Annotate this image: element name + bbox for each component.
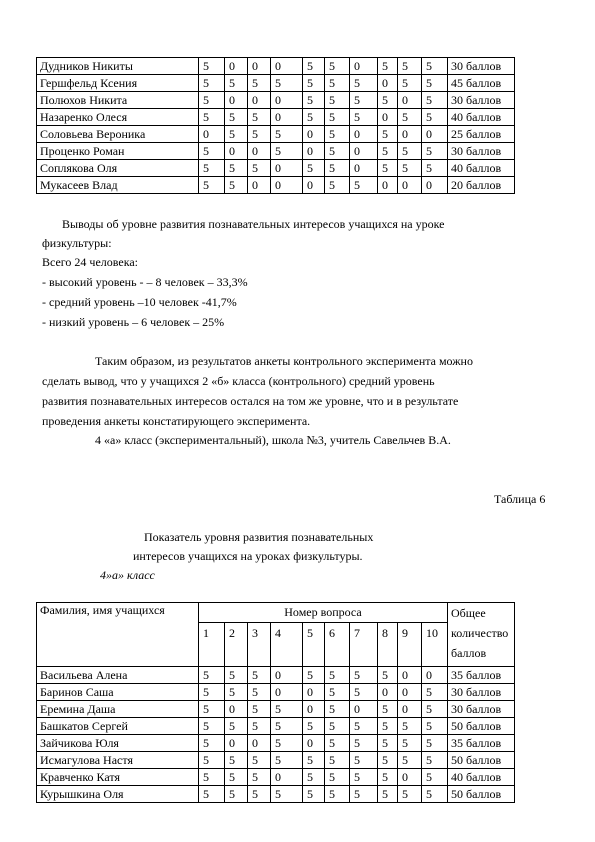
score-cell: 5 [248,684,271,701]
score-cell: 5 [398,718,422,735]
score-cell: 5 [325,109,350,126]
student-name: Кравченко Катя [37,769,199,786]
paragraph-line-3: развития познавательных интересов остался на том же уровне, что и в результате [42,394,459,408]
score-cell: 5 [422,75,448,92]
student-name: Баринов Саша [37,684,199,701]
table-row [37,684,515,701]
question-number: 7 [350,623,378,667]
score-cell: 0 [378,684,398,701]
score-cell: 5 [248,667,271,684]
score-cell: 5 [199,177,225,194]
question-number: 4 [271,623,303,667]
caption-class: 4»а» класс [100,568,155,582]
header-total [448,603,515,667]
score-cell: 5 [199,92,225,109]
score-cell: 5 [350,718,378,735]
paragraph-line-4: проведения анкеты констатирующего эксперимента. [42,414,311,428]
score-cell: 0 [303,701,325,718]
score-cell: 5 [398,109,422,126]
score-cell: 5 [325,92,350,109]
score-cell: 0 [350,58,378,75]
score-cell: 5 [422,143,448,160]
student-name: Зайчикова Юля [37,735,199,752]
score-cell: 0 [271,160,303,177]
score-cell: 5 [325,143,350,160]
score-cell: 5 [225,786,248,803]
score-cell: 5 [271,786,303,803]
total-score: 30 баллов [448,684,515,701]
score-cell: 0 [398,177,422,194]
total-score: 40 баллов [448,160,515,177]
score-cell: 5 [378,143,398,160]
score-cell: 0 [248,58,271,75]
question-number: 10 [422,623,448,667]
score-cell: 5 [325,126,350,143]
total-score: 30 баллов [448,92,515,109]
table-row [37,75,515,92]
score-cell: 5 [378,58,398,75]
score-cell: 5 [325,735,350,752]
score-cell: 5 [378,667,398,684]
caption-line-2: интересов учащихся на уроках физкультуры. [133,549,363,563]
score-cell: 0 [422,126,448,143]
score-cell: 5 [325,177,350,194]
total-score: 35 баллов [448,735,515,752]
score-cell: 0 [225,92,248,109]
score-cell: 5 [225,160,248,177]
score-cell: 5 [325,786,350,803]
score-cell: 0 [271,109,303,126]
score-cell: 5 [303,75,325,92]
score-cell: 5 [325,769,350,786]
table-row [37,752,515,769]
score-cell: 5 [325,667,350,684]
student-name: Соплякова Оля [37,160,199,177]
score-cell: 0 [225,58,248,75]
student-name: Курышкина Оля [37,786,199,803]
score-cell: 5 [398,160,422,177]
score-cell: 5 [248,126,271,143]
score-cell: 5 [422,752,448,769]
score-cell: 5 [378,786,398,803]
score-cell: 5 [271,143,303,160]
score-cell: 5 [422,109,448,126]
score-cell: 5 [422,160,448,177]
score-cell: 5 [325,701,350,718]
score-cell: 5 [199,684,225,701]
total-score: 50 баллов [448,786,515,803]
score-cell: 0 [378,75,398,92]
total-score: 25 баллов [448,126,515,143]
score-cell: 0 [225,143,248,160]
table-row [37,667,515,684]
score-cell: 5 [271,126,303,143]
student-name: Васильева Алена [37,667,199,684]
score-cell: 0 [271,177,303,194]
table-row [37,126,515,143]
total-score: 30 баллов [448,58,515,75]
score-cell: 5 [350,769,378,786]
student-name: Соловьева Вероника [37,126,199,143]
level-low: - низкий уровень – 6 человек – 25% [42,315,225,329]
total-score: 40 баллов [448,769,515,786]
score-cell: 5 [271,718,303,735]
score-cell: 5 [325,752,350,769]
score-cell: 5 [325,684,350,701]
table-row [37,701,515,718]
score-cell: 5 [422,58,448,75]
table-row [37,177,515,194]
score-cell: 5 [225,718,248,735]
score-cell: 5 [350,786,378,803]
score-cell: 0 [422,667,448,684]
score-cell: 0 [422,177,448,194]
score-cell: 5 [350,109,378,126]
score-cell: 5 [303,667,325,684]
score-cell: 5 [271,752,303,769]
total-score: 30 баллов [448,143,515,160]
score-cell: 5 [350,75,378,92]
score-cell: 5 [378,735,398,752]
total-score: 30 баллов [448,701,515,718]
score-cell: 0 [248,143,271,160]
total-score: 40 баллов [448,109,515,126]
score-cell: 0 [398,684,422,701]
table-label: Таблица 6 [494,492,546,506]
score-cell: 5 [350,752,378,769]
score-cell: 0 [225,701,248,718]
score-cell: 5 [199,667,225,684]
score-cell: 5 [199,58,225,75]
question-number: 5 [303,623,325,667]
score-cell: 5 [398,75,422,92]
score-cell: 5 [303,786,325,803]
score-cell: 5 [325,718,350,735]
score-cell: 0 [248,92,271,109]
score-cell: 5 [325,58,350,75]
question-number: 9 [398,623,422,667]
score-cell: 0 [303,143,325,160]
score-cell: 5 [225,752,248,769]
score-cell: 5 [248,160,271,177]
scores-table-bottom [36,602,515,803]
student-name: Проценко Роман [37,143,199,160]
score-cell: 5 [350,684,378,701]
score-cell: 5 [325,160,350,177]
student-name: Гершфельд Ксения [37,75,199,92]
total-score: 35 баллов [448,667,515,684]
score-cell: 0 [378,109,398,126]
score-cell: 0 [303,126,325,143]
caption-line-1: Показатель уровня развития познавательных [144,530,374,544]
question-number: 1 [199,623,225,667]
score-cell: 0 [271,92,303,109]
score-cell: 0 [350,126,378,143]
score-cell: 5 [378,718,398,735]
paragraph-line-2: сделать вывод, что у учащихся 2 «б» класса (контрольного) средний уровень [42,374,435,388]
score-cell: 5 [398,752,422,769]
score-cell: 5 [303,752,325,769]
table-row [37,769,515,786]
student-name: Мукасеев Влад [37,177,199,194]
scores-table-top [36,57,515,194]
header-total-line-1: Общее [451,606,486,620]
question-number: 2 [225,623,248,667]
score-cell: 0 [248,177,271,194]
score-cell: 5 [303,92,325,109]
score-cell: 5 [199,769,225,786]
score-cell: 0 [303,735,325,752]
score-cell: 5 [350,92,378,109]
score-cell: 5 [325,75,350,92]
score-cell: 5 [303,718,325,735]
score-cell: 0 [398,667,422,684]
score-cell: 5 [378,160,398,177]
paragraph-line-5: 4 «а» класс (экспериментальный), школа №3, учитель Савельчев В.А. [95,433,451,447]
total-score: 50 баллов [448,752,515,769]
score-cell: 5 [398,58,422,75]
score-cell: 5 [398,143,422,160]
score-cell: 5 [378,769,398,786]
score-cell: 5 [225,177,248,194]
header-question-number: Номер вопроса [199,603,448,623]
student-name: Исмагулова Настя [37,752,199,769]
table-row [37,735,515,752]
level-medium: - средний уровень –10 человек -41,7% [42,295,237,309]
conclusions-total: Всего 24 человека: [42,255,139,269]
score-cell: 5 [248,786,271,803]
score-cell: 5 [378,752,398,769]
score-cell: 5 [199,160,225,177]
score-cell: 5 [398,735,422,752]
score-cell: 5 [225,75,248,92]
score-cell: 5 [422,701,448,718]
score-cell: 5 [422,684,448,701]
score-cell: 0 [350,143,378,160]
table-header-row [37,603,515,623]
score-cell: 0 [398,126,422,143]
level-high: - высокий уровень - – 8 человек – 33,3% [42,275,248,289]
score-cell: 5 [422,786,448,803]
score-cell: 5 [199,735,225,752]
table-row [37,109,515,126]
score-cell: 5 [225,126,248,143]
score-cell: 5 [248,75,271,92]
score-cell: 5 [271,75,303,92]
conclusions-heading-cont: физкультуры: [42,236,112,250]
total-score: 50 баллов [448,718,515,735]
score-cell: 5 [199,718,225,735]
score-cell: 5 [422,718,448,735]
score-cell: 0 [303,177,325,194]
score-cell: 5 [248,752,271,769]
score-cell: 5 [378,92,398,109]
score-cell: 5 [422,92,448,109]
table-row [37,143,515,160]
student-name: Башкатов Сергей [37,718,199,735]
score-cell: 5 [303,109,325,126]
table-row [37,786,515,803]
score-cell: 0 [303,684,325,701]
score-cell: 5 [248,109,271,126]
score-cell: 0 [350,701,378,718]
score-cell: 0 [271,684,303,701]
score-cell: 5 [303,58,325,75]
score-cell: 0 [398,92,422,109]
score-cell: 0 [271,58,303,75]
score-cell: 5 [248,718,271,735]
student-name: Дудников Никиты [37,58,199,75]
score-cell: 5 [199,75,225,92]
score-cell: 0 [248,735,271,752]
score-cell: 5 [350,735,378,752]
score-cell: 5 [225,667,248,684]
score-cell: 5 [248,769,271,786]
score-cell: 0 [398,769,422,786]
score-cell: 0 [199,126,225,143]
score-cell: 0 [271,769,303,786]
score-cell: 5 [199,109,225,126]
score-cell: 5 [225,109,248,126]
question-number: 6 [325,623,350,667]
conclusions-heading: Выводы об уровне развития познавательных интересов учащихся на уроке [62,217,445,231]
score-cell: 5 [378,701,398,718]
score-cell: 5 [378,126,398,143]
paragraph-line-1: Таким образом, из результатов анкеты контрольного эксперимента можно [95,354,473,368]
score-cell: 5 [199,701,225,718]
score-cell: 0 [378,177,398,194]
score-cell: 5 [303,160,325,177]
score-cell: 5 [225,684,248,701]
score-cell: 5 [199,143,225,160]
table-row [37,160,515,177]
score-cell: 5 [199,786,225,803]
score-cell: 5 [350,177,378,194]
score-cell: 5 [422,769,448,786]
score-cell: 5 [271,735,303,752]
score-cell: 0 [350,160,378,177]
score-cell: 0 [271,667,303,684]
student-name: Полюхов Никита [37,92,199,109]
score-cell: 0 [398,701,422,718]
table-row [37,718,515,735]
student-name: Еремина Даша [37,701,199,718]
total-score: 45 баллов [448,75,515,92]
score-cell: 5 [350,667,378,684]
header-name: Фамилия, имя учащихся [37,603,199,667]
score-cell: 5 [199,752,225,769]
table-row [37,58,515,75]
score-cell: 5 [422,735,448,752]
score-cell: 5 [248,701,271,718]
question-number: 8 [378,623,398,667]
total-score: 20 баллов [448,177,515,194]
score-cell: 5 [398,786,422,803]
table-row [37,92,515,109]
score-cell: 5 [303,769,325,786]
student-name: Назаренко Олеся [37,109,199,126]
header-total-line-3: баллов [451,646,487,660]
score-cell: 5 [271,701,303,718]
header-total-line-2: количество [451,626,509,640]
score-cell: 0 [225,735,248,752]
question-number: 3 [248,623,271,667]
score-cell: 5 [225,769,248,786]
